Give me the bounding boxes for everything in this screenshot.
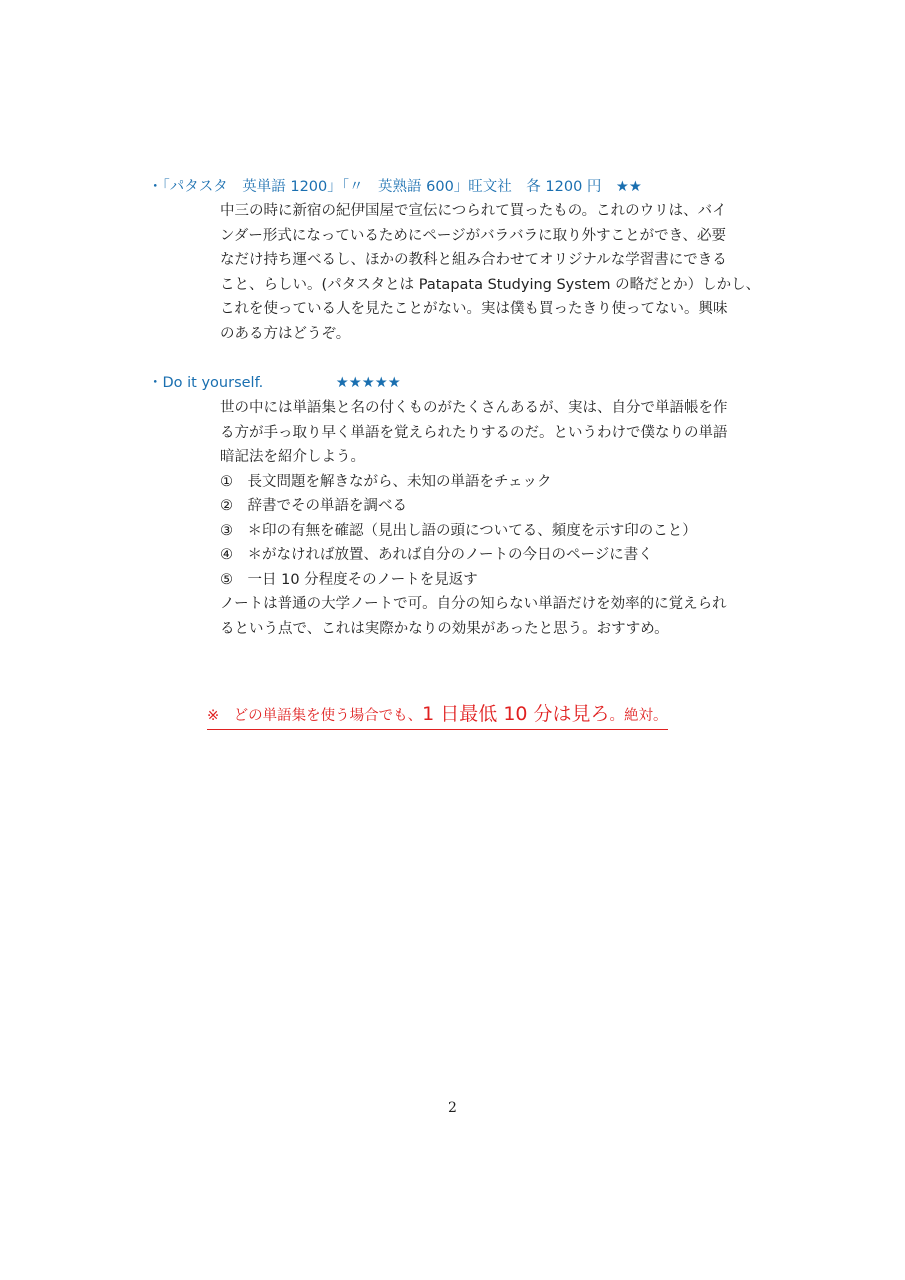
notice-suffix: 。絶対。 [609, 708, 668, 724]
section1-rating-stars: ★★ [615, 179, 642, 195]
section1-title: ・「パタスタ 英単語 1200」「〃 英熟語 600」旺文社 各 1200 円 [148, 179, 602, 195]
page-number: 2 [448, 1100, 457, 1116]
section1-line: これを使っている人を見たことがない。実は僕も買ったきり使ってない。興味 [220, 301, 728, 317]
step-item: ① 長文問題を解きながら、未知の単語をチェック [220, 473, 552, 490]
step-item: ② 辞書でその単語を調べる [220, 498, 407, 514]
section2-line: るという点で、これは実際かなりの効果があったと思う。おすすめ。 [220, 620, 669, 637]
section1-line: なだけ持ち運べるし、ほかの教科と組み合わせてオリジナルな学習書にできる [220, 252, 727, 268]
step-item: ④ ＊がなければ放置、あれば自分のノートの今日のページに書く [220, 547, 653, 563]
section1-heading [148, 177, 642, 197]
step-item: ③ ＊印の有無を確認（見出し語の頭についてる、頻度を示す印のこと） [220, 522, 697, 539]
section2-line: ノートは普通の大学ノートで可。自分の知らない単語だけを効率的に覚えられ [220, 596, 727, 612]
section2-rating-stars: ★★★★★ [335, 375, 401, 391]
section2-line: 世の中には単語集と名の付くものがたくさんあるが、実は、自分で単語帳を作 [220, 400, 728, 416]
section1-line: のある方はどうぞ。 [220, 325, 351, 342]
step-item: ⑤ 一日 10 分程度そのノートを見返す [220, 571, 478, 588]
section1-line: こと、らしい。(パタスタとは Patapata Studying System の略だとか）しかし、 [220, 276, 761, 293]
notice-prefix: ※ どの単語集を使う場合でも、 [207, 708, 423, 724]
section2-heading [148, 373, 401, 393]
section2-line: る方が手っ取り早く単語を覚えられたりするのだ。というわけで僕なりの単語 [220, 424, 728, 441]
section1-body [220, 199, 765, 346]
section1-line: 中三の時に新宿の紀伊国屋で宣伝につられて買ったもの。これのウリは、バイ [220, 203, 727, 219]
section2-line: 暗記法を紹介しよう。 [220, 449, 365, 465]
section1-line: ンダー形式になっているためにページがバラバラに取り外すことができ、必要 [220, 227, 727, 244]
section2-body [220, 396, 765, 641]
notice-line [207, 701, 668, 730]
section2-title: ・Do it yourself. [148, 375, 264, 391]
notice-emphasis: 1 日最低 10 分は見ろ [422, 703, 610, 725]
